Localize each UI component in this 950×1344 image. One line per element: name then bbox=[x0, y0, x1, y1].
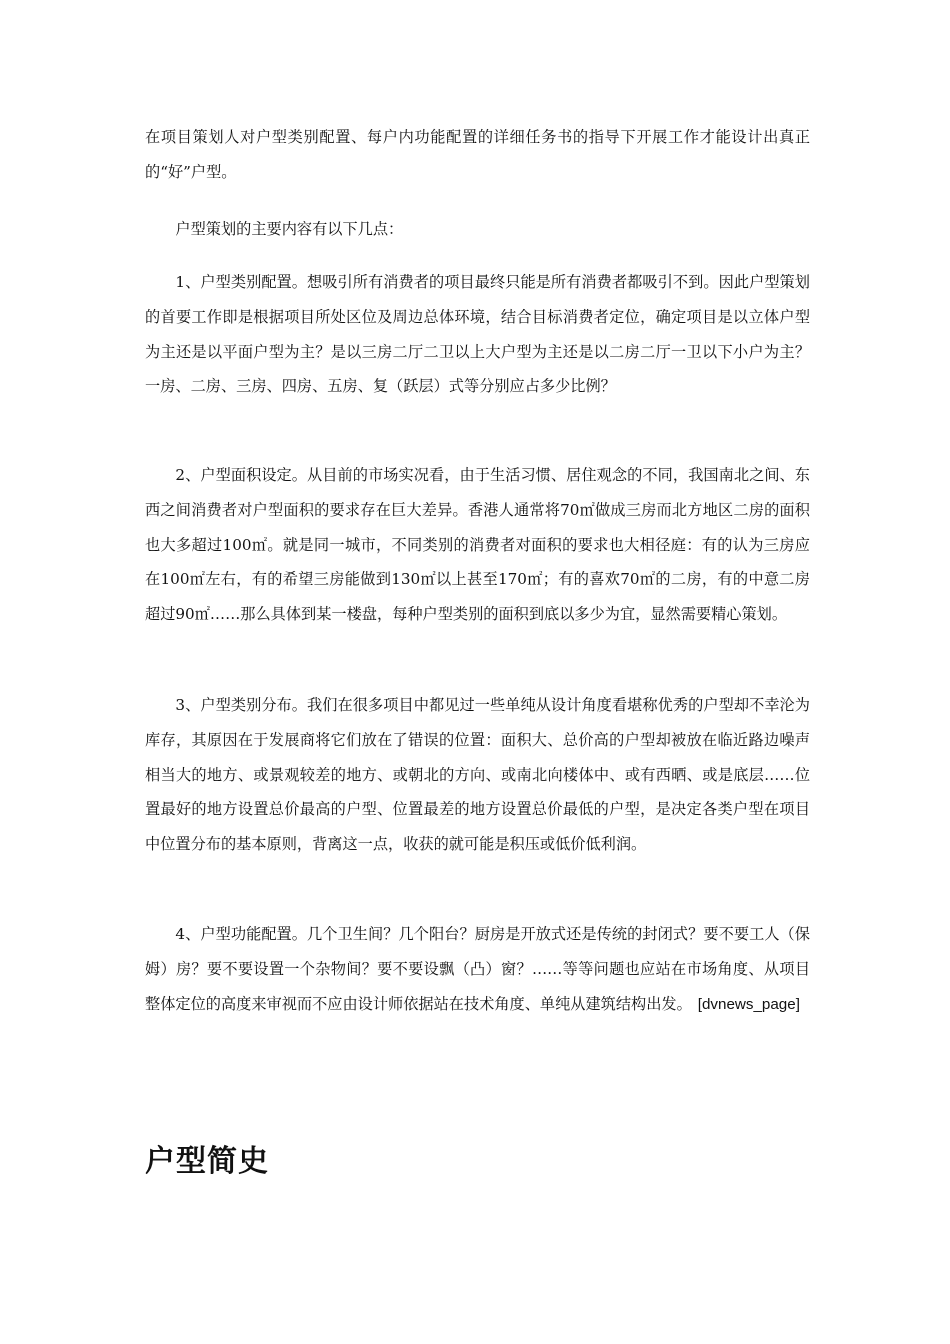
item-1-paragraph: 1、户型类别配置。想吸引所有消费者的项目最终只能是所有消费者都吸引不到。因此户型策划的首要工作即是根据项目所处区位及周边总体环境，结合目标消费者定位，确定项目是以立体户型为主还是以平面户型为主？是以三房二厅二卫以上大户型为主还是以二房二厅一卫以下小户为主？一房、二房、三房、四房、五房、复（跃层）式等分别应占多少比例？ bbox=[145, 273, 810, 396]
page-tag: [dvnews_page] bbox=[697, 995, 800, 1013]
item-2-paragraph: 2、户型面积设定。从目前的市场实况看，由于生活习惯、居住观念的不同，我国南北之间、东西之间消费者对户型面积的要求存在巨大差异。香港人通常将70㎡做成三房而北方地区二房的面积也大多超过100㎡。就是同一城市，不同类别的消费者对面积的要求也大相径庭：有的认为三房应在100㎡左右，有的希望三房能做到130㎡以上甚至170㎡；有的喜欢70㎡的二房，有的中意二房超过90㎡……那么具体到某一楼盘，每种户型类别的面积到底以多少为宜，显然需要精心策划。 bbox=[145, 466, 810, 624]
lead-paragraph: 户型策划的主要内容有以下几点： bbox=[175, 220, 404, 238]
item-3-paragraph: 3、户型类别分布。我们在很多项目中都见过一些单纯从设计角度看堪称优秀的户型却不幸沦为库存，其原因在于发展商将它们放在了错误的位置：面积大、总价高的户型却被放在临近路边噪声相当大的地方、或景观较差的地方、或朝北的方向、或南北向楼体中、或有西晒、或是底层……位置最好的地方设置总价最高的户型、位置最差的地方设置总价最低的户型，是决定各类户型在项目中位置分布的基本原则，背离这一点，收获的就可能是积压或低价低利润。 bbox=[145, 696, 810, 854]
intro-paragraph: 在项目策划人对户型类别配置、每户内功能配置的详细任务书的指导下开展工作才能设计出真正的“好”户型。 bbox=[145, 128, 810, 181]
item-4-text: 4、户型功能配置。几个卫生间？几个阳台？厨房是开放式还是传统的封闭式？要不要工人（保姆）房？要不要设置一个杂物间？要不要设飘（凸）窗？……等等问题也应站在市场角度、从项目整体定位的高度来审视而不应由设计师依据站在技术角度、单纯从建筑结构出发。 bbox=[145, 925, 810, 1013]
item-4-paragraph bbox=[145, 917, 810, 1022]
section-title: 户型简史 bbox=[145, 1144, 269, 1179]
